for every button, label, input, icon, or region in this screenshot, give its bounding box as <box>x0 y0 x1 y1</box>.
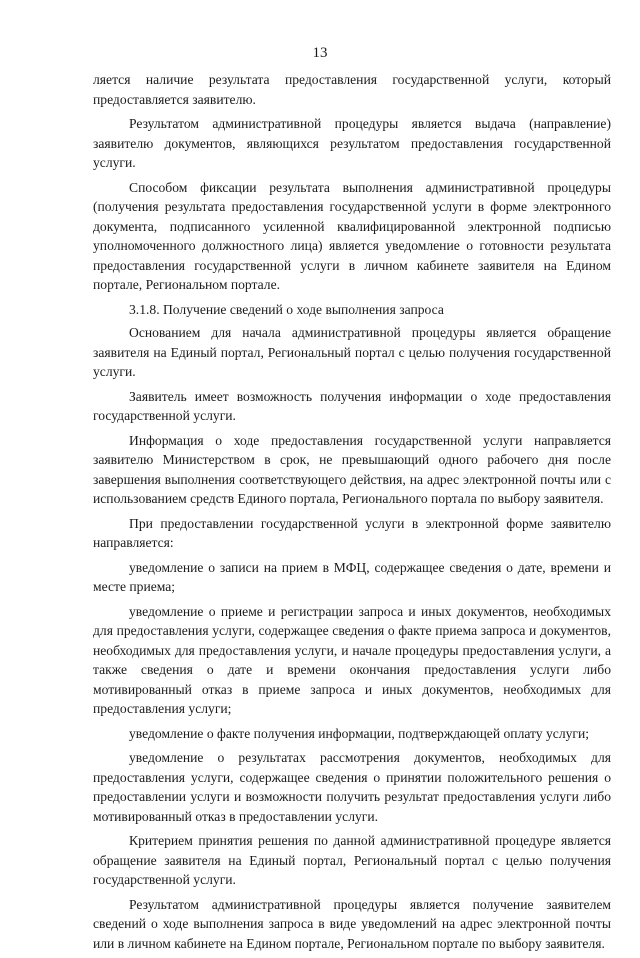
paragraph-applicant-possibility: Заявитель имеет возможность получения информации о ходе предоставления государственной услуги. <box>93 388 611 423</box>
paragraph-progress-info: Информация о ходе предоставления государственной услуги направляется заявителю Министерством в срок, не превышающий одного рабочего дня после завершения выполнения соответствующего действия, на адрес электронной почты или с использованием средств Единого портала, Регионального портала по выбору заявителя. <box>93 432 611 506</box>
paragraph-continuation: ляется наличие результата предоставления государственной услуги, который предоставляется заявителю. <box>93 72 611 107</box>
list-item-payment-notice: уведомление о факте получения информации, подтверждающей оплату услуги; <box>129 725 590 741</box>
document-body <box>93 70 611 958</box>
paragraph-electronic-form: При предоставлении государственной услуги в электронной форме заявителю направляется: <box>93 515 611 550</box>
paragraph-procedure-result: Результатом административной процедуры является получение заявителем сведений о ходе выполнения запроса в виде уведомлений на адрес электронной почты или в личном кабинете на Едином портале, Региональном портале по выбору заявителя. <box>93 896 611 951</box>
list-item-registration-notice: уведомление о приеме и регистрации запроса и иных документов, необходимых для предоставления услуги, содержащее сведения о факте приема запроса и документов, необходимых для предоставления услуги, и начале процедуры предоставления услуги, а также сведения о дате и времени окончания предоставления услуги либо мотивированный отказ в приеме запроса и иных документов, необходимых для предоставления услуги; <box>93 603 611 716</box>
list-item-appointment-notice: уведомление о записи на прием в МФЦ, содержащее сведения о дате, времени и месте приема; <box>93 559 611 594</box>
paragraph-fixation-method: Способом фиксации результата выполнения административной процедуры (получения результата предоставления государственной услуги в форме электронного документа, подписанного усиленной квалифицированной электронной подписью уполномоченного должностного лица) является уведомление о готовности результата предоставления государственной услуги в личном кабинете заявителя на Едином портале, Региональном портале. <box>93 179 611 292</box>
page-number: 13 <box>312 45 328 61</box>
paragraph-result: Результатом административной процедуры является выдача (направление) заявителю документов, являющихся результатом предоставления государственной услуги. <box>93 116 611 170</box>
paragraph-basis: Основанием для начала административной процедуры является обращение заявителя на Единый портал, Региональный портал с целью получения государственной услуги. <box>93 325 611 379</box>
paragraph-decision-criterion: Критерием принятия решения по данной административной процедуре является обращение заявителя на Единый портал, Региональный портал с целью получения государственной услуги. <box>93 833 611 887</box>
section-heading-3-1-8: 3.1.8. Получение сведений о ходе выполнения запроса <box>129 301 444 317</box>
list-item-review-results-notice: уведомление о результатах рассмотрения документов, необходимых для предоставления услуги, содержащее сведения о принятии положительного решения о предоставлении услуги и возможности получить результат предоставления услуги либо мотивированный отказ в предоставлении услуги. <box>93 750 611 824</box>
